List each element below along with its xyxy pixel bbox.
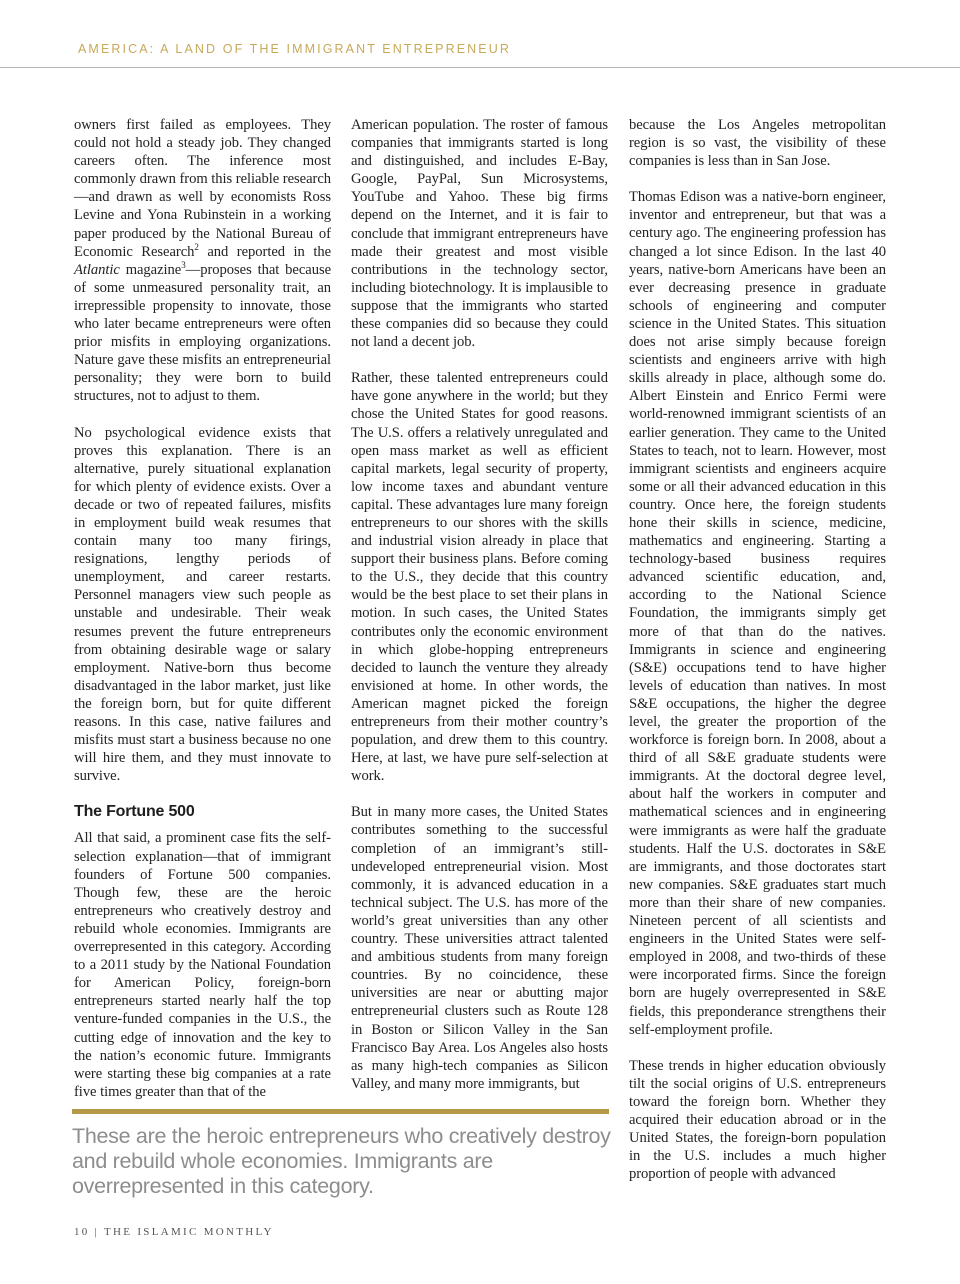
paragraph: All that said, a prominent case fits the self-selection explanation—that of immigrant founders of Fortune 500 companies. Though few, these are the heroic entrepreneurs who creatively destroy and rebuild whole economies. Immigrants are overrepresented in this category. According to a 2011 study by the National Foundation for American Policy, foreign-born entrepreneurs started nearly half the top venture-funded companies in the U.S., the cutting edge of innovation and the key to the nation’s economic future. Immigrants were starting these big companies at a rate five times greater than that of the (74, 830, 331, 1100)
section-heading: The Fortune 500 (74, 803, 195, 821)
paragraph: Rather, these talented entrepreneurs could have gone anywhere in the world; but they chose the United States for good reasons. The U.S. offers a relatively unregulated and open mass market as well as efficient capital markets, legal security of property, low income taxes and abundant venture capital. These advantages lure many foreign entrepreneurs to our shores with the skills and industrial vision already in place that support their business plans. Before coming to the U.S., they decide that this country would be the best place to set their plans in motion. In such cases, the United States contributes only the economic environment in which globe-hopping entrepreneurs decided to launch the venture they already envisioned at home. In other words, the American magnet picked the foreign entrepreneurs from their mother country’s population, and drew them to this country. Here, at last, we have pure self-selection at work. (351, 370, 608, 785)
running-header: AMERICA: A LAND OF THE IMMIGRANT ENTREPRENEUR (78, 42, 511, 56)
footnote-marker: 2 (194, 241, 199, 252)
article-column-1 (74, 116, 331, 1119)
paragraph: No psychological evidence exists that proves this explanation. There is an alternative, purely situational explanation for which plenty of evidence exists. Over a decade or two of repeated failures, misfits in employment build weak resumes that contain many too many firings, resignations, lengthy periods of unemployment, and career restarts. Personnel managers view such people as unstable and undesirable. Their weak resumes prevent the future entrepreneurs from obtaining desirable wage or salary employment. Native-born thus become disadvantaged in the labor market, just like the foreign born, but for quite different reasons. In this case, native failures and misfits must start a business because no one will hire them, and they must innovate to survive. (74, 424, 331, 785)
paragraph-text: —proposes that because of some unmeasured personality trait, an irrepressible propensity to innovate, those who later became entrepreneurs were often prior misfits in employing organizations. Nature gave these misfits an entrepreneurial personality; they were born to build structures, not to adjust to them. (74, 261, 331, 405)
paragraph-text: magazine (119, 261, 182, 278)
page-footer: 10 | THE ISLAMIC MONTHLY (74, 1226, 274, 1238)
footnote-marker: 3 (181, 259, 186, 270)
paragraph: because the Los Angeles metropolitan region is so vast, the visibility of these companies is less than in San Jose. (629, 117, 886, 170)
paragraph-text: and reported in the (198, 243, 331, 260)
paragraph: American population. The roster of famous companies that immigrants started is long and distinguished, and includes E-Bay, Google, PayPal, Sun Microsystems, YouTube and Yahoo. These big firms depend on the Internet, and it is fair to conclude that immigrant entrepreneurs have made their greatest and most visible contributions in the technology sector, including biotechnology. It is implausible to suppose that the immigrants who started these companies did so because they could not land a decent job. (351, 117, 608, 351)
pullquote-rule (72, 1109, 609, 1114)
paragraph: Thomas Edison was a native-born engineer, inventor and entrepreneur, but that was a century ago. The engineering profession has changed a lot since Edison. In the last 40 years, native-born Americans have been an ever decreasing presence in graduate schools of engineering and computer science in the United States. This situation does not arise simply because foreign scientists and engineers arrive with high skills already in place, although some do. Albert Einstein and Enrico Fermi were world-renowned immigrant scientists of an earlier generation. They came to the United States to teach, not to learn. However, most immigrant scientists and engineers acquire some or all their advanced education in this country. Once here, the foreign students hone their skills in science, medicine, mathematics and engineering. Starting a technology-based business requires advanced scientific education, and, according to the National Science Foundation, the immigrants simply get more of that than do the natives. Immigrants in science and engineering (S&E) occupations tend to have higher levels of education than natives. In most S&E occupations, the higher the degree level, the greater the proportion of the workforce is foreign born. In 2008, about a third of all S&E graduate students were immigrants. At the doctoral degree level, about half the workers in computer and mathematical sciences and in engineering were immigrants as were half the graduate students. Half the U.S. doctorates in S&E are immigrants, and those doctorates start new companies. S&E graduates start much more than their share of new companies. Nineteen percent of all scientists and engineers in the United States were self-employed in 2008, and two-thirds of these were incorporated firms. Since the foreign born are hugely overrepresented in S&E fields, this preponderance strengthens their self-employment profile. (629, 189, 886, 1038)
publication-name: Atlantic (74, 261, 120, 278)
paragraph-text: owners first failed as employees. They could not hold a steady job. They changed careers often. The inference most commonly drawn from this reliable research—and drawn as well by economists Ross Levine and Yona Rubinstein in a working paper produced by the National Bureau of Economic Research (74, 117, 331, 260)
paragraph (74, 116, 331, 406)
article-column-2 (351, 116, 608, 1111)
header-divider (0, 67, 960, 68)
pullquote: These are the heroic entrepreneurs who creatively destroy and rebuild whole economies. Immigrants are overrepresented in this category. (72, 1124, 611, 1198)
article-column-3 (629, 116, 886, 1201)
paragraph: But in many more cases, the United States contributes something to the successful completion of an immigrant’s still-undeveloped entrepreneurial vision. Most commonly, it is advanced education in a technical subject. The U.S. has more of the world’s great universities than any other country. These universities attract talented and ambitious students from many foreign countries. By no coincidence, these universities are near or abutting major entrepreneurial clusters such as Route 128 in Boston or Silicon Valley in the San Francisco Bay Area. Los Angeles also hosts as many high-tech companies as Silicon Valley, and many more immigrants, but (351, 804, 608, 1092)
paragraph: These trends in higher education obviously tilt the social origins of U.S. entrepreneurs toward the foreign born. Whether they acquired their education abroad or in the United States, the foreign-born population in the U.S. includes a much higher proportion of people with advanced (629, 1057, 886, 1183)
